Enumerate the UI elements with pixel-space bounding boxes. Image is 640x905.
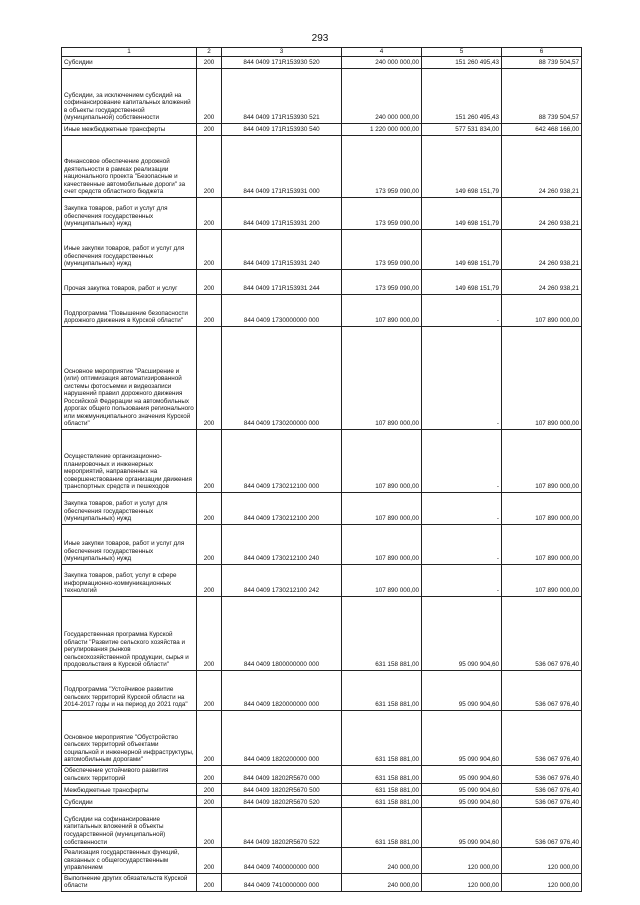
row-classifier-cell: 844 0409 1730212100 242	[222, 565, 342, 597]
row-remaining-cell: 536 067 976,40	[502, 766, 582, 784]
row-code-cell: 200	[197, 671, 222, 711]
table-row	[62, 597, 582, 671]
row-executed-cell: 95 090 904,60	[422, 796, 502, 808]
table-row	[62, 796, 582, 808]
row-executed-cell: 577 531 834,00	[422, 124, 502, 136]
row-classifier-cell: 844 0409 171R153931 240	[222, 230, 342, 270]
row-code-cell: 200	[197, 873, 222, 891]
row-code-cell: 200	[197, 430, 222, 493]
row-code-cell: 200	[197, 57, 222, 69]
row-name-cell: Иные закупки товаров, работ и услуг для обеспечения государственных (муниципальных) нужд	[62, 525, 197, 565]
row-classifier-cell: 844 0409 171R153931 000	[222, 136, 342, 198]
row-name-cell: Субсидии	[62, 57, 197, 69]
row-code-cell: 200	[197, 766, 222, 784]
row-classifier-cell: 844 0409 171R153930 521	[222, 69, 342, 124]
row-planned-cell: 631 158 881,00	[342, 808, 422, 848]
table-row	[62, 69, 582, 124]
row-executed-cell: -	[422, 295, 502, 327]
row-name-cell: Закупка товаров, работ, услуг в сфере информационно-коммуникационных технологий	[62, 565, 197, 597]
row-executed-cell: 95 090 904,60	[422, 671, 502, 711]
row-classifier-cell: 844 0409 1730212100 000	[222, 430, 342, 493]
row-name-cell: Государственная программа Курской области "Развитие сельского хозяйства и регулирования рынков сельскохозяйственной продукции, сырья и продовольствия в Курской области"	[62, 597, 197, 671]
row-remaining-cell: 107 890 000,00	[502, 565, 582, 597]
row-planned-cell: 240 000 000,00	[342, 57, 422, 69]
row-code-cell: 200	[197, 136, 222, 198]
row-classifier-cell: 844 0409 1730200000 000	[222, 327, 342, 430]
column-header: 4	[342, 48, 422, 57]
row-planned-cell: 631 158 881,00	[342, 796, 422, 808]
row-name-cell: Финансовое обеспечение дорожной деятельности в рамках реализации национального проекта "Безопасные и качественные автомобильные дороги" за счет средств областного бюджета	[62, 136, 197, 198]
table-row	[62, 327, 582, 430]
row-planned-cell: 107 890 000,00	[342, 525, 422, 565]
row-classifier-cell: 844 0409 7400000000 000	[222, 848, 342, 874]
row-remaining-cell: 120 000,00	[502, 848, 582, 874]
row-executed-cell: 95 090 904,60	[422, 808, 502, 848]
row-code-cell: 200	[197, 493, 222, 525]
row-planned-cell: 631 158 881,00	[342, 766, 422, 784]
row-planned-cell: 173 959 090,00	[342, 270, 422, 295]
row-planned-cell: 240 000,00	[342, 873, 422, 891]
row-code-cell: 200	[197, 848, 222, 874]
row-classifier-cell: 844 0409 7410000000 000	[222, 873, 342, 891]
row-planned-cell: 107 890 000,00	[342, 565, 422, 597]
row-executed-cell: 120 000,00	[422, 873, 502, 891]
row-executed-cell: -	[422, 430, 502, 493]
row-classifier-cell: 844 0409 18202R5670 000	[222, 766, 342, 784]
row-name-cell: Закупка товаров, работ и услуг для обеспечения государственных (муниципальных) нужд	[62, 198, 197, 230]
row-classifier-cell: 844 0409 171R153930 520	[222, 57, 342, 69]
row-classifier-cell: 844 0409 1730212100 200	[222, 493, 342, 525]
row-code-cell: 200	[197, 295, 222, 327]
row-executed-cell: 95 090 904,60	[422, 711, 502, 766]
row-remaining-cell: 536 067 976,40	[502, 671, 582, 711]
column-header: 2	[197, 48, 222, 57]
row-classifier-cell: 844 0409 18202R5670 520	[222, 796, 342, 808]
row-executed-cell: 95 090 904,60	[422, 597, 502, 671]
table-row	[62, 270, 582, 295]
row-remaining-cell: 642 468 166,00	[502, 124, 582, 136]
table-row	[62, 525, 582, 565]
row-remaining-cell: 107 890 000,00	[502, 525, 582, 565]
row-name-cell: Субсидии на софинансирование капитальных вложений в объекты государственной (муниципальной) собственности	[62, 808, 197, 848]
table-row	[62, 198, 582, 230]
row-planned-cell: 107 890 000,00	[342, 295, 422, 327]
column-header: 6	[502, 48, 582, 57]
row-remaining-cell: 24 260 938,21	[502, 198, 582, 230]
row-name-cell: Межбюджетные трансферты	[62, 784, 197, 796]
row-code-cell: 200	[197, 525, 222, 565]
column-header: 1	[62, 48, 197, 57]
row-remaining-cell: 107 890 000,00	[502, 493, 582, 525]
row-classifier-cell: 844 0409 1820200000 000	[222, 711, 342, 766]
row-name-cell: Прочая закупка товаров, работ и услуг	[62, 270, 197, 295]
row-remaining-cell: 536 067 976,40	[502, 796, 582, 808]
row-code-cell: 200	[197, 69, 222, 124]
table-row	[62, 848, 582, 874]
row-classifier-cell: 844 0409 171R153931 244	[222, 270, 342, 295]
row-name-cell: Обеспечение устойчивого развития сельских территорий	[62, 766, 197, 784]
row-remaining-cell: 24 260 938,21	[502, 270, 582, 295]
row-name-cell: Субсидии	[62, 796, 197, 808]
row-executed-cell: 120 000,00	[422, 848, 502, 874]
row-planned-cell: 107 890 000,00	[342, 493, 422, 525]
row-code-cell: 200	[197, 711, 222, 766]
row-planned-cell: 240 000,00	[342, 848, 422, 874]
row-remaining-cell: 24 260 938,21	[502, 230, 582, 270]
row-classifier-cell: 844 0409 171R153930 540	[222, 124, 342, 136]
table-row	[62, 766, 582, 784]
header-row	[62, 48, 582, 57]
row-remaining-cell: 536 067 976,40	[502, 808, 582, 848]
row-planned-cell: 1 220 000 000,00	[342, 124, 422, 136]
table-row	[62, 136, 582, 198]
table-row	[62, 57, 582, 69]
row-planned-cell: 631 158 881,00	[342, 711, 422, 766]
row-name-cell: Подпрограмма "Устойчивое развитие сельских территорий Курской области на 2014-2017 годы и на период до 2021 года"	[62, 671, 197, 711]
row-remaining-cell: 536 067 976,40	[502, 711, 582, 766]
row-planned-cell: 173 959 090,00	[342, 230, 422, 270]
row-executed-cell: 149 698 151,79	[422, 230, 502, 270]
row-name-cell: Основное мероприятие "Обустройство сельских территорий объектами социальной и инженерной инфраструктуры, автомобильным дорогами"	[62, 711, 197, 766]
row-planned-cell: 631 158 881,00	[342, 784, 422, 796]
column-header: 3	[222, 48, 342, 57]
column-header: 5	[422, 48, 502, 57]
row-remaining-cell: 107 890 000,00	[502, 430, 582, 493]
row-code-cell: 200	[197, 230, 222, 270]
row-planned-cell: 107 890 000,00	[342, 430, 422, 493]
row-remaining-cell: 88 739 504,57	[502, 57, 582, 69]
row-remaining-cell: 107 890 000,00	[502, 295, 582, 327]
row-name-cell: Основное мероприятие "Расширение и (или) оптимизация автоматизированной системы фотосъемки и видеозаписи нарушений правил дорожного движения Российской Федерации на автомобильных дорогах общего пользования регионального или межмуниципального значения Курской области"	[62, 327, 197, 430]
row-remaining-cell: 88 739 504,57	[502, 69, 582, 124]
row-classifier-cell: 844 0409 18202R5670 522	[222, 808, 342, 848]
table-row	[62, 430, 582, 493]
row-executed-cell: -	[422, 525, 502, 565]
row-remaining-cell: 536 067 976,40	[502, 597, 582, 671]
row-code-cell: 200	[197, 784, 222, 796]
row-classifier-cell: 844 0409 1730000000 000	[222, 295, 342, 327]
row-name-cell: Иные закупки товаров, работ и услуг для обеспечения государственных (муниципальных) нужд	[62, 230, 197, 270]
row-executed-cell: 149 698 151,79	[422, 270, 502, 295]
row-name-cell: Закупка товаров, работ и услуг для обеспечения государственных (муниципальных) нужд	[62, 493, 197, 525]
row-name-cell: Осуществление организационно-планировочных и инженерных мероприятий, направленных на совершенствование организации движения транспортных средств и пешеходов	[62, 430, 197, 493]
table-row	[62, 808, 582, 848]
row-classifier-cell: 844 0409 1730212100 240	[222, 525, 342, 565]
row-code-cell: 200	[197, 796, 222, 808]
table-row	[62, 230, 582, 270]
table-row	[62, 671, 582, 711]
table-row	[62, 124, 582, 136]
row-planned-cell: 107 890 000,00	[342, 327, 422, 430]
row-executed-cell: -	[422, 565, 502, 597]
row-remaining-cell: 536 067 976,40	[502, 784, 582, 796]
row-planned-cell: 631 158 881,00	[342, 671, 422, 711]
row-code-cell: 200	[197, 565, 222, 597]
row-name-cell: Иные межбюджетные трансферты	[62, 124, 197, 136]
row-name-cell: Подпрограмма "Повышение безопасности дорожного движения в Курской области"	[62, 295, 197, 327]
row-executed-cell: 95 090 904,60	[422, 784, 502, 796]
table-row	[62, 493, 582, 525]
row-executed-cell: -	[422, 327, 502, 430]
row-code-cell: 200	[197, 270, 222, 295]
row-classifier-cell: 844 0409 1820000000 000	[222, 671, 342, 711]
table-row	[62, 565, 582, 597]
row-planned-cell: 240 000 000,00	[342, 69, 422, 124]
row-remaining-cell: 120 000,00	[502, 873, 582, 891]
row-code-cell: 200	[197, 198, 222, 230]
page-number: 293	[311, 33, 329, 44]
row-executed-cell: 151 260 495,43	[422, 69, 502, 124]
table-row	[62, 711, 582, 766]
row-code-cell: 200	[197, 124, 222, 136]
row-code-cell: 200	[197, 597, 222, 671]
row-planned-cell: 173 959 090,00	[342, 136, 422, 198]
table-row	[62, 873, 582, 891]
row-planned-cell: 173 959 090,00	[342, 198, 422, 230]
table-row	[62, 295, 582, 327]
row-classifier-cell: 844 0409 171R153931 200	[222, 198, 342, 230]
row-classifier-cell: 844 0409 18202R5670 500	[222, 784, 342, 796]
row-remaining-cell: 107 890 000,00	[502, 327, 582, 430]
row-executed-cell: 151 260 495,43	[422, 57, 502, 69]
row-code-cell: 200	[197, 327, 222, 430]
row-executed-cell: 95 090 904,60	[422, 766, 502, 784]
row-name-cell: Выполнение других обязательств Курской области	[62, 873, 197, 891]
row-executed-cell: 149 698 151,79	[422, 198, 502, 230]
row-classifier-cell: 844 0409 1800000000 000	[222, 597, 342, 671]
row-planned-cell: 631 158 881,00	[342, 597, 422, 671]
row-name-cell: Субсидии, за исключением субсидий на софинансирование капитальных вложений в объекты государственной (муниципальной) собственности	[62, 69, 197, 124]
budget-table	[61, 47, 582, 892]
row-executed-cell: 149 698 151,79	[422, 136, 502, 198]
row-executed-cell: -	[422, 493, 502, 525]
row-code-cell: 200	[197, 808, 222, 848]
table-row	[62, 784, 582, 796]
row-remaining-cell: 24 260 938,21	[502, 136, 582, 198]
row-name-cell: Реализация государственных функций, связанных с общегосударственным управлением	[62, 848, 197, 874]
